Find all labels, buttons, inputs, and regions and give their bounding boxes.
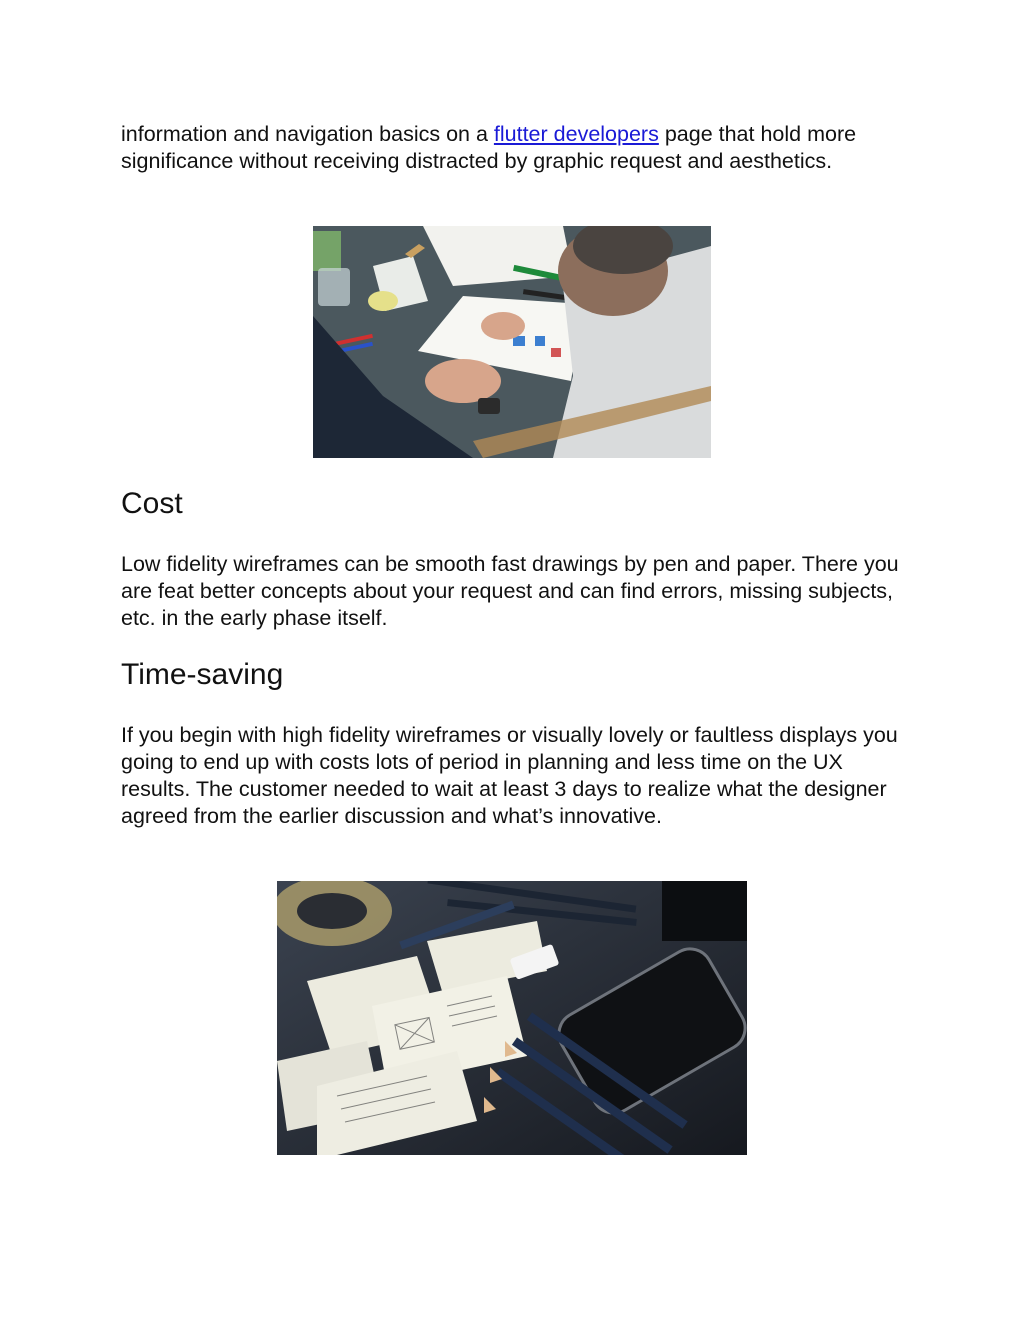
- section-body-time-saving: If you begin with high fidelity wireframes or visually lovely or faultless displays you going to end up with costs lots of period in planning and less time on the UX results. The customer needed to wait at least 3 days to realize what the designer agreed from the earlier discussion and what’s innovative.: [121, 723, 898, 828]
- flutter-developers-link[interactable]: flutter developers: [493, 122, 659, 146]
- section-heading-time-saving: Time-saving: [121, 658, 284, 691]
- sketching-wireframe-photo: [313, 226, 711, 458]
- paper-wireframes-and-phone-photo: [277, 881, 747, 1155]
- section-heading-cost: Cost: [121, 487, 183, 520]
- intro-text-after-link: page that hold more significance without receiving distracted by graphic request and aesthetics.: [121, 122, 857, 173]
- intro-text-before-link: information and navigation basics on a: [121, 122, 494, 146]
- intro-paragraph: [121, 121, 911, 175]
- section-body-cost: Low fidelity wireframes can be smooth fast drawings by pen and paper. There you are feat better concepts about your request and can find errors, missing subjects, etc. in the early phase itself.: [121, 552, 899, 630]
